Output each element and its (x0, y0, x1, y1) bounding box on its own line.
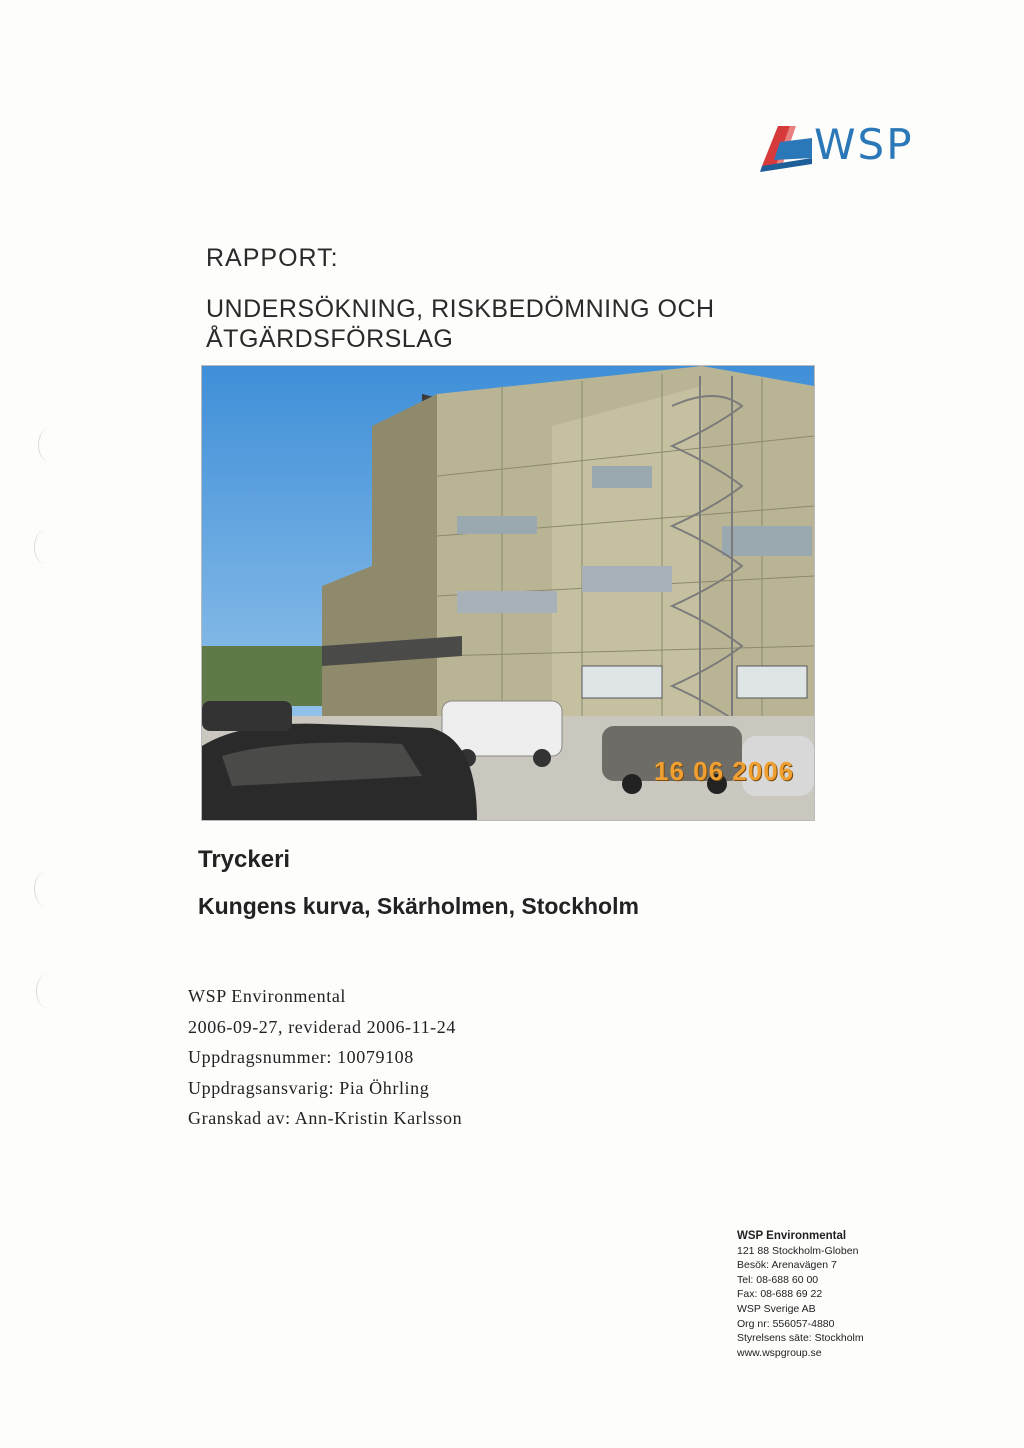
punch-hole-mark (36, 974, 59, 1008)
report-metadata (188, 986, 462, 1139)
address-company-name: WSP Environmental (737, 1230, 847, 1242)
address-line: 121 88 Stockholm-Globen (737, 1244, 859, 1257)
address-line: Org nr: 556057-4880 (737, 1317, 835, 1330)
meta-assignment-number: Uppdragsnummer: 10079108 (188, 1047, 414, 1067)
report-subject: Tryckeri (198, 846, 291, 873)
address-website: www.wspgroup.se (737, 1346, 822, 1359)
punch-hole-mark (34, 530, 57, 564)
report-title-line: ÅTGÄRDSFÖRSLAG (206, 325, 454, 353)
report-type: RAPPORT: (206, 244, 339, 272)
punch-hole-mark (34, 872, 57, 906)
address-line: Fax: 08-688 69 22 (737, 1288, 823, 1301)
meta-date: 2006-09-27, reviderad 2006-11-24 (188, 1016, 456, 1037)
wsp-logo (756, 118, 926, 178)
address-line: Besök: Arenavägen 7 (737, 1259, 837, 1272)
meta-reviewed-by: Granskad av: Ann-Kristin Karlsson (188, 1108, 463, 1128)
meta-responsible: Uppdragsansvarig: Pia Öhrling (188, 1077, 430, 1098)
company-address-block (737, 1229, 864, 1360)
punch-hole-mark (38, 428, 61, 462)
building-photo (201, 365, 815, 821)
meta-company: WSP Environmental (188, 986, 347, 1006)
report-title (206, 294, 846, 354)
wsp-logo-text: WSP (814, 120, 914, 169)
address-line: WSP Sverige AB (737, 1302, 816, 1315)
building-photo-illustration (202, 366, 814, 820)
wsp-logo-mark-icon (756, 118, 816, 178)
report-title-line: UNDERSÖKNING, RISKBEDÖMNING OCH (206, 295, 715, 323)
address-line: Styrelsens säte: Stockholm (737, 1332, 864, 1345)
photo-date-stamp: 16 06 2006 (654, 756, 795, 786)
address-line: Tel: 08-688 60 00 (737, 1273, 819, 1286)
report-location: Kungens kurva, Skärholmen, Stockholm (198, 893, 639, 919)
